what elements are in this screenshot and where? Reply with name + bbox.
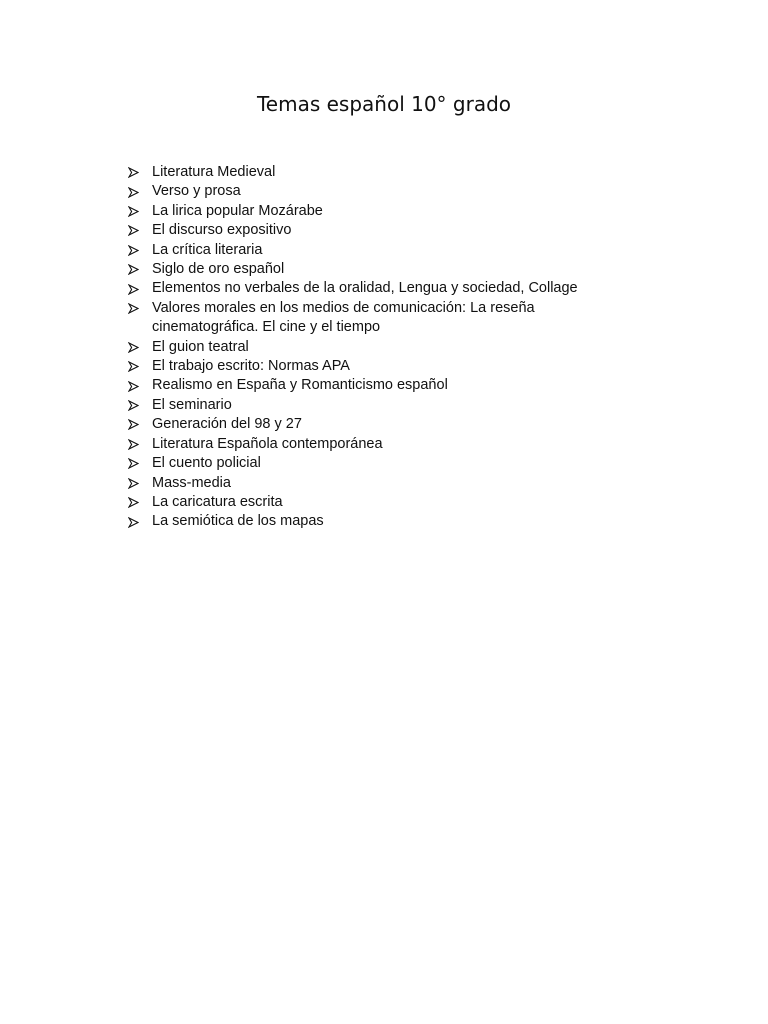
arrowhead-bullet-icon bbox=[128, 279, 142, 298]
arrowhead-bullet-icon bbox=[128, 415, 142, 434]
list-item bbox=[128, 299, 588, 338]
arrowhead-bullet-icon bbox=[128, 241, 142, 260]
list-item bbox=[128, 396, 588, 415]
arrowhead-bullet-icon bbox=[128, 474, 142, 493]
topic-text: La semiótica de los mapas bbox=[152, 513, 324, 530]
list-item bbox=[128, 435, 588, 454]
arrowhead-bullet-icon bbox=[128, 338, 142, 357]
list-item bbox=[128, 182, 588, 201]
list-item bbox=[128, 260, 588, 279]
list-item bbox=[128, 163, 588, 182]
list-item bbox=[128, 202, 588, 221]
arrowhead-bullet-icon bbox=[128, 202, 142, 221]
topic-text: Valores morales en los medios de comunicación: La reseña cinematográfica. El cine y el tiempo bbox=[152, 299, 535, 336]
arrowhead-bullet-icon bbox=[128, 357, 142, 376]
list-item bbox=[128, 376, 588, 395]
arrowhead-bullet-icon bbox=[128, 299, 142, 318]
topic-text: Realismo en España y Romanticismo español bbox=[152, 377, 448, 394]
list-item bbox=[128, 241, 588, 260]
topic-text: Mass-media bbox=[152, 474, 231, 491]
list-item bbox=[128, 357, 588, 376]
topic-text: Literatura Medieval bbox=[152, 164, 276, 180]
topic-text: El trabajo escrito: Normas APA bbox=[152, 358, 350, 375]
list-item bbox=[128, 512, 588, 531]
topic-text: Literatura Española contemporánea bbox=[152, 435, 383, 452]
list-item bbox=[128, 279, 588, 298]
list-item bbox=[128, 474, 588, 493]
topic-text: El cuento policial bbox=[152, 455, 261, 472]
arrowhead-bullet-icon bbox=[128, 182, 142, 201]
arrowhead-bullet-icon bbox=[128, 396, 142, 415]
list-item bbox=[128, 415, 588, 434]
list-item bbox=[128, 454, 588, 473]
arrowhead-bullet-icon bbox=[128, 454, 142, 473]
topic-text: La crítica literaria bbox=[152, 241, 263, 258]
topic-text: El seminario bbox=[152, 396, 232, 413]
topic-text: El discurso expositivo bbox=[152, 222, 292, 239]
list-item bbox=[128, 493, 588, 512]
topic-text: Elementos no verbales de la oralidad, Lengua y sociedad, Collage bbox=[152, 280, 578, 297]
topic-text: Siglo de oro español bbox=[152, 261, 285, 278]
topic-text: Verso y prosa bbox=[152, 183, 241, 200]
topic-text: La caricatura escrita bbox=[152, 493, 283, 510]
page-title: Temas español 10° grado bbox=[256, 92, 512, 116]
arrowhead-bullet-icon bbox=[128, 260, 142, 279]
arrowhead-bullet-icon bbox=[128, 512, 142, 531]
topic-list bbox=[128, 163, 588, 532]
list-item bbox=[128, 221, 588, 240]
topic-text: El guion teatral bbox=[152, 338, 249, 355]
arrowhead-bullet-icon bbox=[128, 493, 142, 512]
topic-text: La lirica popular Mozárabe bbox=[152, 202, 323, 219]
list-item bbox=[128, 338, 588, 357]
arrowhead-bullet-icon bbox=[128, 435, 142, 454]
arrowhead-bullet-icon bbox=[128, 163, 142, 182]
arrowhead-bullet-icon bbox=[128, 221, 142, 240]
arrowhead-bullet-icon bbox=[128, 376, 142, 395]
topic-text: Generación del 98 y 27 bbox=[152, 416, 302, 433]
